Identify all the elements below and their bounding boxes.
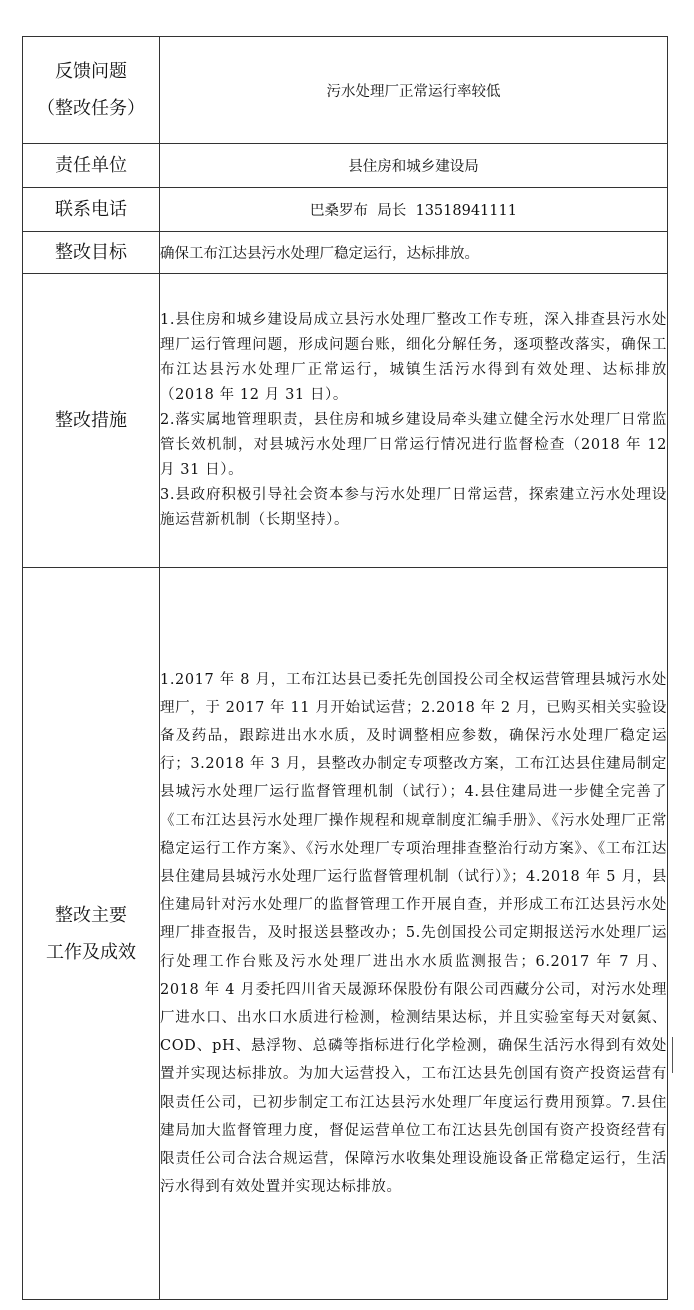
work-results-text: 1.2017 年 8 月，工布江达县已委托先创国投公司全权运营管理县城污水处理厂，于 2017 年 11 月开始试运营；2.2018 年 2 月，已购买相关实验设备及药品，跟踪进出水水质，及时调整相应参数，确保污水处理厂稳定运行；3.2018 年 3 月，县整改办制定专项整改方案，工布江达县住建局制定县城污水处理厂运行监督管理机制（试行）；4.县住建局进一步健全完善了《工布江达县污水处理厂操作规程和规章制度汇编手册》、《污水处理厂正常稳定运行工作方案》、《污水处理厂专项治理排查整治行动方案》、《工布江达县住建局县城污水处理厂运行监督管理机制（试行）》；4.2018 年 5 月，县住建局针对污水处理厂的监督管理工作开展自查，并形成工布江达县污水处理厂排查报告，及时报送县整改办；5.先创国投公司定期报送污水处理厂运行处理工作台账及污水处理厂进出水水质监测报告；6.2017 年 7 月、2018 年 4 月委托四川省天晟源环保股份有限公司西藏分公司，对污水处理厂进水口、出水口水质进行检测，检测结果达标，并且实验室每天对氨氮、COD、pH、悬浮物、总磷等指标进行化学检测，确保生活污水得到有效处置并实现达标排放。为加大运营投入，工布江达县先创国有资产投资运营有限责任公司，已初步制定工布江达县污水处理厂年度运行费用预算。7.县住建局加大监督管理力度，督促运营单位工布江达县先创国有资产投资经营有限责任公司合法合规运营，保障污水收集处理设施设备正常稳定运行，生活污水得到有效处置并实现达标排放。	[160, 671, 667, 1196]
value-contact-phone: 巴桑罗布 局长 13518941111	[160, 188, 668, 232]
value-responsible-unit: 县住房和城乡建设局	[160, 144, 668, 188]
label-rectification-measures: 整改措施	[23, 274, 160, 568]
value-rectification-goal: 确保工布江达县污水处理厂稳定运行，达标排放。	[160, 232, 668, 274]
value-main-work-results	[160, 568, 668, 1300]
row-contact-phone	[23, 188, 668, 232]
row-feedback-issue	[23, 37, 668, 144]
label-main-work-results	[23, 568, 160, 1300]
measure-item-1: 1.县住房和城乡建设局成立县污水处理厂整改工作专班，深入排查县污水处理厂运行管理问题，形成问题台账，细化分解任务，逐项整改落实，确保工布江达县污水处理厂正常运行，城镇生活污水得到有效处理、达标排放（2018 年 12 月 31 日）。	[160, 312, 667, 403]
label-feedback-line1: 反馈问题	[55, 61, 127, 82]
row-rectification-measures	[23, 274, 668, 568]
label-feedback-issue	[23, 37, 160, 144]
label-feedback-line2: （整改任务）	[37, 98, 145, 119]
row-main-work-results	[23, 568, 668, 1300]
measure-item-3: 3.县政府积极引导社会资本参与污水处理厂日常运营，探索建立污水处理设施运营新机制（长期坚持）。	[160, 487, 667, 528]
label-contact-phone: 联系电话	[23, 188, 160, 232]
rectification-table	[22, 36, 668, 1300]
label-work-line1: 整改主要	[55, 904, 127, 926]
measure-item-2: 2.落实属地管理职责，县住房和城乡建设局牵头建立健全污水处理厂日常监管长效机制，对县城污水处理厂日常运行情况进行监督检查（2018 年 12 月 31 日）。	[160, 412, 667, 478]
label-responsible-unit: 责任单位	[23, 144, 160, 188]
value-rectification-measures	[160, 274, 668, 568]
page-edge-mark	[672, 1037, 673, 1073]
label-work-line2: 工作及成效	[46, 941, 136, 963]
label-rectification-goal: 整改目标	[23, 232, 160, 274]
row-responsible-unit	[23, 144, 668, 188]
row-rectification-goal	[23, 232, 668, 274]
value-feedback-issue: 污水处理厂正常运行率较低	[160, 37, 668, 144]
